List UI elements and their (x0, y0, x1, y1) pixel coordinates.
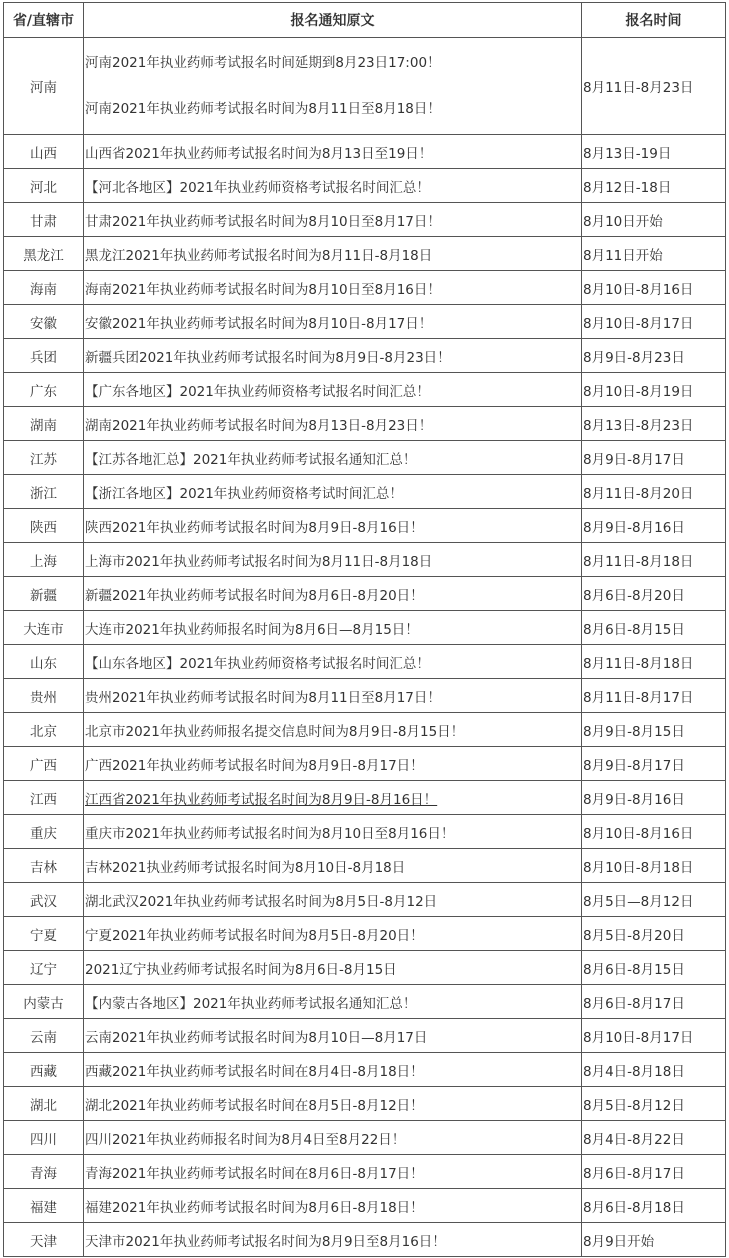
province-cell: 黑龙江 (4, 237, 84, 271)
time-cell: 8月11日-8月18日 (582, 543, 726, 577)
table-row (4, 985, 726, 1019)
notice-link[interactable]: 河南2021年执业药师考试报名时间为8月11日至8月18日！ (85, 101, 441, 117)
province-cell: 海南 (4, 271, 84, 305)
table-row (4, 237, 726, 271)
province-cell: 福建 (4, 1189, 84, 1223)
notice-link[interactable]: 贵州2021年执业药师考试报名时间为8月11日至8月17日！ (85, 689, 441, 706)
notice-link[interactable]: 宁夏2021年执业药师考试报名时间为8月5日-8月20日！ (85, 927, 424, 944)
table-row (4, 815, 726, 849)
table-row (4, 373, 726, 407)
notice-cell (84, 441, 582, 475)
province-cell: 宁夏 (4, 917, 84, 951)
notice-link[interactable]: 【江苏各地汇总】2021年执业药师考试报名通知汇总！ (85, 451, 417, 468)
table-row (4, 305, 726, 339)
table-row (4, 203, 726, 237)
table-row (4, 917, 726, 951)
province-cell: 重庆 (4, 815, 84, 849)
time-cell: 8月11日-8月23日 (582, 38, 726, 135)
province-cell: 内蒙古 (4, 985, 84, 1019)
table-row (4, 339, 726, 373)
notice-link[interactable]: 【山东各地区】2021年执业药师资格考试报名时间汇总！ (85, 655, 430, 672)
notice-cell (84, 951, 582, 985)
notice-cell (84, 271, 582, 305)
province-cell: 广东 (4, 373, 84, 407)
notice-cell (84, 1019, 582, 1053)
table-row (4, 713, 726, 747)
notice-cell (84, 645, 582, 679)
notice-cell (84, 339, 582, 373)
notice-link[interactable]: 上海市2021年执业药师考试报名时间为8月11日-8月18日 (85, 553, 433, 570)
time-cell: 8月6日-8月15日 (582, 951, 726, 985)
province-cell: 新疆 (4, 577, 84, 611)
province-cell: 湖南 (4, 407, 84, 441)
notice-cell (84, 1121, 582, 1155)
time-cell: 8月13日-19日 (582, 135, 726, 169)
notice-link[interactable]: 湖北武汉2021年执业药师考试报名时间为8月5日-8月12日 (85, 893, 438, 910)
province-cell: 北京 (4, 713, 84, 747)
notice-cell (84, 577, 582, 611)
time-cell: 8月11日开始 (582, 237, 726, 271)
province-cell: 武汉 (4, 883, 84, 917)
time-cell: 8月11日-8月20日 (582, 475, 726, 509)
time-cell: 8月9日-8月16日 (582, 781, 726, 815)
notice-link[interactable]: 山西省2021年执业药师考试报名时间为8月13日至19日！ (85, 145, 433, 162)
time-cell: 8月9日开始 (582, 1223, 726, 1257)
notice-cell (84, 1053, 582, 1087)
time-cell: 8月9日-8月15日 (582, 713, 726, 747)
table-row (4, 679, 726, 713)
notice-cell (84, 985, 582, 1019)
notice-cell (84, 815, 582, 849)
notice-link[interactable]: 【浙江各地区】2021年执业药师资格考试时间汇总！ (85, 485, 403, 502)
time-cell: 8月6日-8月17日 (582, 1155, 726, 1189)
notice-cell (84, 373, 582, 407)
notice-cell (84, 747, 582, 781)
province-cell: 青海 (4, 1155, 84, 1189)
table-row (4, 407, 726, 441)
notice-cell (84, 543, 582, 577)
notice-link[interactable]: 甘肃2021年执业药师考试报名时间为8月10日至8月17日！ (85, 213, 441, 230)
province-cell: 江苏 (4, 441, 84, 475)
table-row (4, 38, 726, 135)
province-cell: 大连市 (4, 611, 84, 645)
notice-link[interactable]: 新疆2021年执业药师考试报名时间为8月6日-8月20日！ (85, 587, 424, 604)
notice-cell (84, 305, 582, 339)
notice-cell (84, 237, 582, 271)
notice-link[interactable]: 2021辽宁执业药师考试报名时间为8月6日-8月15日 (85, 961, 397, 978)
time-cell: 8月11日-8月18日 (582, 645, 726, 679)
notice-cell (84, 679, 582, 713)
time-cell: 8月6日-8月20日 (582, 577, 726, 611)
notice-cell (84, 917, 582, 951)
notice-link[interactable]: 北京市2021年执业药师报名提交信息时间为8月9日-8月15日！ (85, 723, 465, 740)
notice-cell (84, 407, 582, 441)
table-row (4, 781, 726, 815)
province-cell: 贵州 (4, 679, 84, 713)
table-row (4, 509, 726, 543)
table-row (4, 883, 726, 917)
table-row (4, 441, 726, 475)
notice-link[interactable]: 【河北各地区】2021年执业药师资格考试报名时间汇总！ (85, 179, 430, 196)
notice-link[interactable]: 四川2021年执业药师报名时间为8月4日至8月22日！ (85, 1131, 406, 1148)
province-cell: 吉林 (4, 849, 84, 883)
time-cell: 8月12日-18日 (582, 169, 726, 203)
notice-cell (84, 203, 582, 237)
header-province: 省/直辖市 (4, 3, 84, 38)
time-cell: 8月9日-8月17日 (582, 441, 726, 475)
notice-link[interactable]: 新疆兵团2021年执业药师考试报名时间为8月9日-8月23日！ (85, 349, 451, 366)
table-row (4, 1087, 726, 1121)
time-cell: 8月9日-8月23日 (582, 339, 726, 373)
notice-cell (84, 475, 582, 509)
time-cell: 8月10日-8月19日 (582, 373, 726, 407)
table-row (4, 1019, 726, 1053)
time-cell: 8月5日—8月12日 (582, 883, 726, 917)
notice-link[interactable]: 【广东各地区】2021年执业药师资格考试报名时间汇总！ (85, 383, 430, 400)
notice-link[interactable]: 江西省2021年执业药师考试报名时间为8月9日-8月16日！ (85, 791, 438, 808)
province-cell: 山西 (4, 135, 84, 169)
notice-link[interactable]: 吉林2021执业药师考试报名时间为8月10日-8月18日 (85, 859, 406, 876)
table-row (4, 1155, 726, 1189)
time-cell: 8月9日-8月16日 (582, 509, 726, 543)
province-cell: 辽宁 (4, 951, 84, 985)
notice-cell (84, 169, 582, 203)
table-row (4, 577, 726, 611)
province-cell: 江西 (4, 781, 84, 815)
notice-link[interactable]: 广西2021年执业药师考试报名时间为8月9日-8月17日！ (85, 757, 424, 774)
time-cell: 8月13日-8月23日 (582, 407, 726, 441)
notice-cell (84, 849, 582, 883)
notice-cell (84, 509, 582, 543)
table-row (4, 475, 726, 509)
province-cell: 陕西 (4, 509, 84, 543)
table-row (4, 951, 726, 985)
province-cell: 四川 (4, 1121, 84, 1155)
notice-link[interactable]: 天津市2021年执业药师考试报名时间为8月9日至8月16日！ (85, 1233, 446, 1250)
province-cell: 广西 (4, 747, 84, 781)
time-cell: 8月4日-8月18日 (582, 1053, 726, 1087)
province-cell: 浙江 (4, 475, 84, 509)
province-cell: 上海 (4, 543, 84, 577)
province-cell: 云南 (4, 1019, 84, 1053)
time-cell: 8月6日-8月15日 (582, 611, 726, 645)
table-row (4, 645, 726, 679)
table-row (4, 1223, 726, 1257)
notice-cell (84, 1155, 582, 1189)
notice-cell (84, 38, 582, 135)
table-row (4, 747, 726, 781)
header-row (4, 3, 726, 38)
notice-cell (84, 1223, 582, 1257)
notice-cell (84, 781, 582, 815)
time-cell: 8月4日-8月22日 (582, 1121, 726, 1155)
province-cell: 河北 (4, 169, 84, 203)
notice-cell (84, 135, 582, 169)
time-cell: 8月10日-8月17日 (582, 1019, 726, 1053)
time-cell: 8月9日-8月17日 (582, 747, 726, 781)
table-row (4, 1121, 726, 1155)
time-cell: 8月6日-8月18日 (582, 1189, 726, 1223)
time-cell: 8月11日-8月17日 (582, 679, 726, 713)
time-cell: 8月5日-8月12日 (582, 1087, 726, 1121)
time-cell: 8月10日-8月18日 (582, 849, 726, 883)
header-notice: 报名通知原文 (84, 3, 582, 38)
notice-link[interactable]: 青海2021年执业药师考试报名时间在8月6日-8月17日！ (85, 1165, 424, 1182)
notice-link[interactable]: 陕西2021年执业药师考试报名时间为8月9日-8月16日！ (85, 519, 424, 536)
table-row (4, 135, 726, 169)
time-cell: 8月10日-8月16日 (582, 815, 726, 849)
notice-link[interactable]: 云南2021年执业药师考试报名时间为8月10日—8月17日 (85, 1029, 428, 1046)
time-cell: 8月6日-8月17日 (582, 985, 726, 1019)
notice-link[interactable]: 湖北2021年执业药师考试报名时间在8月5日-8月12日！ (85, 1097, 424, 1114)
header-time: 报名时间 (582, 3, 726, 38)
time-cell: 8月5日-8月20日 (582, 917, 726, 951)
province-cell: 河南 (4, 38, 84, 135)
province-cell: 山东 (4, 645, 84, 679)
table-row (4, 169, 726, 203)
notice-cell (84, 713, 582, 747)
notice-link[interactable]: 安徽2021年执业药师考试报名时间为8月10日-8月17日！ (85, 315, 433, 332)
notice-cell (84, 1087, 582, 1121)
notice-link[interactable]: 【内蒙古各地区】2021年执业药师考试报名通知汇总！ (85, 995, 417, 1012)
notice-cell (84, 883, 582, 917)
province-cell: 甘肃 (4, 203, 84, 237)
province-cell: 安徽 (4, 305, 84, 339)
notice-cell (84, 1189, 582, 1223)
table-row (4, 543, 726, 577)
table-row (4, 1189, 726, 1223)
notice-link[interactable]: 重庆市2021年执业药师考试报名时间为8月10日至8月16日！ (85, 825, 455, 842)
time-cell: 8月10日开始 (582, 203, 726, 237)
table-row (4, 271, 726, 305)
province-cell: 天津 (4, 1223, 84, 1257)
time-cell: 8月10日-8月17日 (582, 305, 726, 339)
table-row (4, 849, 726, 883)
notice-link[interactable]: 大连市2021年执业药师报名时间为8月6日—8月15日！ (85, 621, 419, 638)
table-row (4, 611, 726, 645)
notice-link[interactable]: 海南2021年执业药师考试报名时间为8月10日至8月16日！ (85, 281, 441, 298)
province-cell: 兵团 (4, 339, 84, 373)
table-row (4, 1053, 726, 1087)
notice-link[interactable]: 黑龙江2021年执业药师考试报名时间为8月11日-8月18日 (85, 247, 433, 264)
notice-link[interactable]: 湖南2021年执业药师考试报名时间为8月13日-8月23日！ (85, 417, 433, 434)
notice-link[interactable]: 河南2021年执业药师考试报名时间延期到8月23日17:00！ (85, 55, 441, 71)
province-cell: 西藏 (4, 1053, 84, 1087)
notice-cell (84, 611, 582, 645)
province-cell: 湖北 (4, 1087, 84, 1121)
time-cell: 8月10日-8月16日 (582, 271, 726, 305)
registration-table (3, 2, 726, 1257)
notice-link[interactable]: 福建2021年执业药师考试报名时间为8月6日-8月18日！ (85, 1199, 424, 1216)
notice-link[interactable]: 西藏2021年执业药师考试报名时间在8月4日-8月18日！ (85, 1063, 424, 1080)
